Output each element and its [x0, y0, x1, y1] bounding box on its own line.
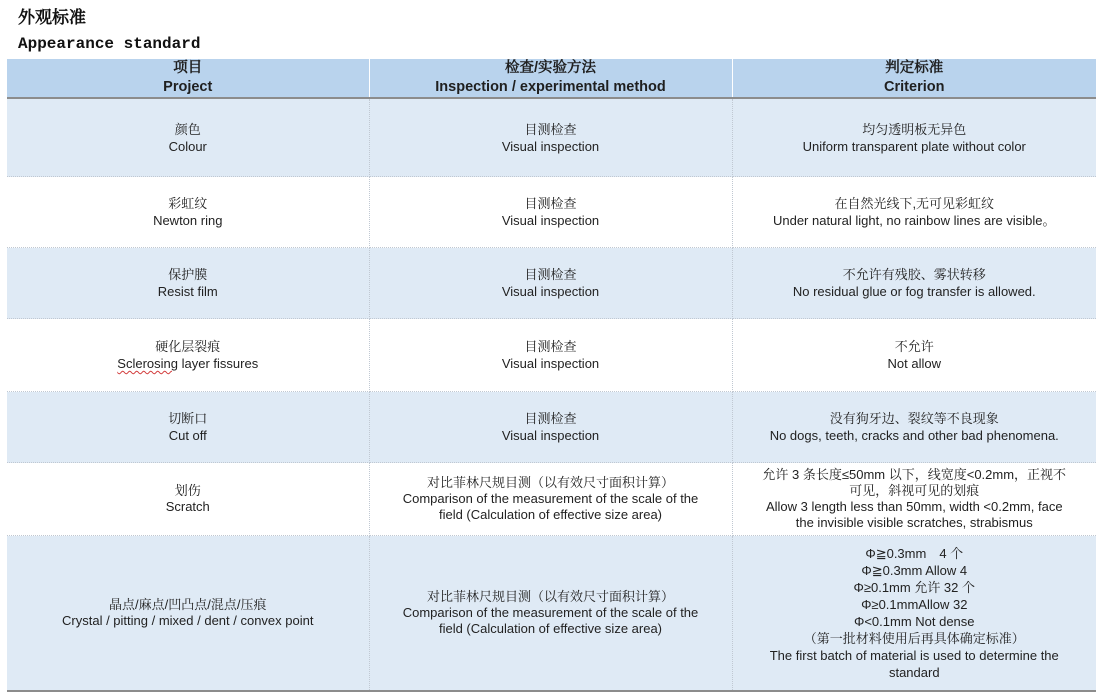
- table-row: [7, 392, 1096, 463]
- method-en: Visual inspection: [501, 213, 600, 228]
- criterion-en: Uniform transparent plate without color: [802, 138, 1026, 154]
- header-method-en: Inspection / experimental method: [435, 79, 666, 95]
- project-cn: 彩虹纹: [168, 196, 208, 211]
- cell-project: [7, 98, 369, 177]
- cell-criterion: [732, 392, 1096, 463]
- criterion-line: Φ≧0.3mm 4 个: [865, 546, 964, 561]
- criterion-cn-line-1: 允许 3 条长度≤50mm 以下，线宽度<0.2mm，正视不: [762, 467, 1067, 482]
- criterion-cn: 不允许: [894, 339, 934, 354]
- cell-method: [369, 463, 732, 536]
- cell-project: [7, 392, 369, 463]
- method-en: Visual inspection: [501, 284, 600, 299]
- header-method-cn: 检查/实验方法: [504, 60, 597, 76]
- cell-method: [369, 536, 732, 692]
- header-project-en: Project: [163, 79, 213, 95]
- method-en-line-2: field (Calculation of effective size area): [438, 507, 663, 522]
- criterion-en-line-1: Allow 3 length less than 50mm, width <0.2mm, face: [765, 499, 1063, 514]
- project-en: Crystal / pitting / mixed / dent / convex point: [62, 613, 314, 628]
- criterion-line: Φ≧0.3mm Allow 4: [861, 563, 968, 578]
- cell-project: [7, 319, 369, 392]
- criterion-cn: 没有狗牙边、裂纹等不良现象: [829, 411, 999, 426]
- cell-project: [7, 463, 369, 536]
- project-en: Colour: [168, 138, 207, 154]
- cell-criterion: [732, 463, 1096, 536]
- method-cn: 目测检查: [524, 267, 577, 282]
- criterion-line: Φ≥0.1mm 允许 32 个: [853, 580, 976, 595]
- project-cn: 保护膜: [168, 267, 208, 282]
- cell-criterion: [732, 319, 1096, 392]
- method-cn: 对比菲林尺规目测（以有效尺寸面积计算）: [426, 475, 674, 490]
- header-project: [7, 59, 369, 98]
- criterion-en-line-2: the invisible visible scratches, strabismus: [795, 515, 1033, 530]
- method-en: Visual inspection: [501, 428, 600, 443]
- table-header-row: [7, 59, 1096, 98]
- header-criterion-en: Criterion: [884, 79, 945, 95]
- table-row: [7, 536, 1096, 692]
- project-cn: 硬化层裂痕: [155, 339, 221, 354]
- method-cn: 目测检查: [524, 196, 577, 211]
- spellcheck-underlined-word: Sclerosing: [117, 356, 178, 371]
- method-en-line-1: Comparison of the measurement of the scale of the: [402, 605, 699, 620]
- criterion-en: No residual glue or fog transfer is allowed.: [792, 284, 1036, 299]
- appearance-standard-table: [7, 59, 1096, 692]
- criterion-cn: 在自然光线下,无可见彩虹纹: [834, 196, 995, 211]
- method-en-line-2: field (Calculation of effective size area): [438, 621, 663, 636]
- criterion-line: Φ<0.1mm Not dense: [853, 614, 975, 629]
- cell-method: [369, 177, 732, 248]
- project-cn: 晶点/麻点/凹凸点/混点/压痕: [109, 597, 267, 612]
- method-cn: 目测检查: [524, 411, 577, 426]
- header-project-cn: 项目: [173, 60, 203, 76]
- method-en-line-1: Comparison of the measurement of the scale of the: [402, 491, 699, 506]
- table-row: [7, 98, 1096, 177]
- project-en: Resist film: [157, 284, 218, 299]
- section-title-english: Appearance standard: [18, 35, 201, 53]
- cell-project: [7, 536, 369, 692]
- table-row: [7, 319, 1096, 392]
- criterion-line: Φ≥0.1mmAllow 32: [861, 597, 968, 612]
- table-row: [7, 463, 1096, 536]
- criterion-cn: 不允许有残胶、雾状转移: [842, 267, 986, 282]
- project-en: Scratch: [165, 499, 210, 514]
- criterion-en: Under natural light, no rainbow lines are visible。: [772, 213, 1056, 228]
- criterion-line: （第一批材料使用后再具体确定标准）: [803, 631, 1025, 646]
- cell-method: [369, 319, 732, 392]
- criterion-line: standard: [888, 665, 940, 680]
- cell-method: [369, 392, 732, 463]
- header-method: [369, 59, 732, 98]
- cell-criterion: [732, 177, 1096, 248]
- method-cn: 目测检查: [524, 339, 577, 354]
- criterion-line: The first batch of material is used to determine the: [769, 648, 1059, 663]
- criterion-en: Not allow: [887, 356, 941, 371]
- project-cn: 切断口: [168, 411, 208, 426]
- cell-criterion: [732, 98, 1096, 177]
- cell-criterion: [732, 248, 1096, 319]
- criterion-cn: 均匀透明板无异色: [862, 121, 967, 137]
- project-en: Newton ring: [153, 213, 223, 228]
- cell-method: [369, 98, 732, 177]
- table-row: [7, 177, 1096, 248]
- project-cn: 划伤: [174, 483, 201, 498]
- project-en-rest: layer fissures: [178, 356, 259, 371]
- project-en: [13, 355, 363, 372]
- project-en: Cut off: [168, 428, 207, 443]
- method-en: Visual inspection: [501, 356, 600, 371]
- cell-project: [7, 177, 369, 248]
- section-title-chinese: 外观标准: [18, 8, 86, 28]
- method-en: Visual inspection: [501, 138, 600, 154]
- header-criterion: [732, 59, 1096, 98]
- project-cn: 颜色: [174, 121, 201, 137]
- header-criterion-cn: 判定标准: [885, 60, 944, 76]
- criterion-en: No dogs, teeth, cracks and other bad phenomena.: [769, 428, 1059, 443]
- cell-method: [369, 248, 732, 319]
- method-cn: 对比菲林尺规目测（以有效尺寸面积计算）: [426, 589, 674, 604]
- cell-criterion: [732, 536, 1096, 692]
- method-cn: 目测检查: [524, 121, 577, 137]
- criterion-cn-line-2: 可见，斜视可见的划痕: [849, 483, 980, 498]
- cell-project: [7, 248, 369, 319]
- table-row: [7, 248, 1096, 319]
